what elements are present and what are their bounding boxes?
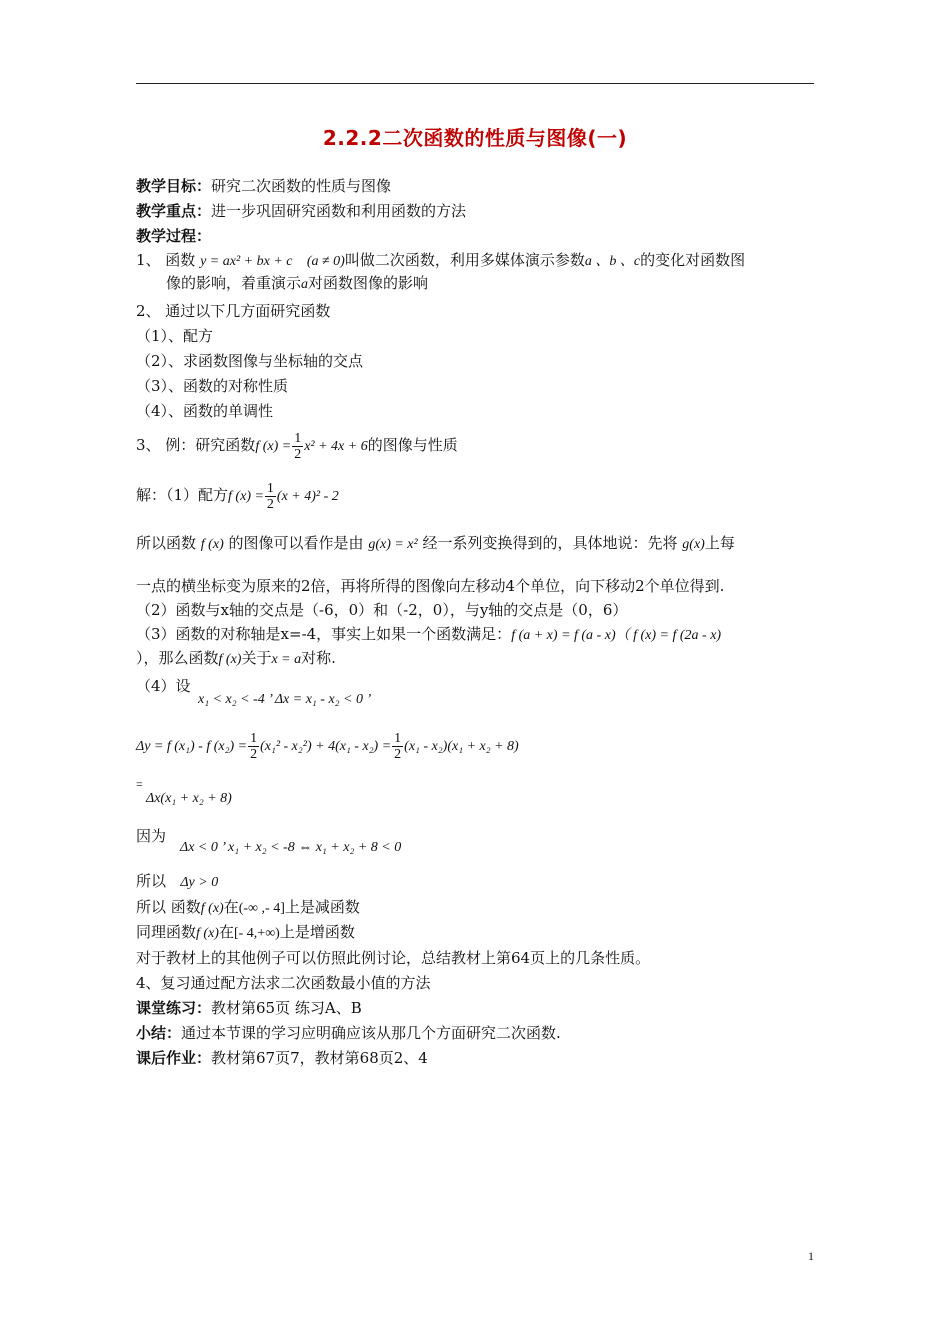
summary: 小结：通过本节课的学习应明确应该从那几个方面研究二次函数.	[136, 1024, 561, 1042]
paragraph-line1: 所以函数 f (x) 的图像可以看作是由 g(x) = x² 经一系列变换得到的，具体地说：先将 g(x)上每	[136, 534, 735, 552]
paragraph-line4: （3）函数的对称轴是x=-4，事实上如果一个函数满足：f (a + x) = f (a - x)（ f (x) = f (2a - x)	[136, 625, 722, 643]
page-number: 1	[808, 1249, 814, 1263]
teaching-goal: 教学目标：研究二次函数的性质与图像	[136, 177, 392, 195]
paragraph-line5: ），那么函数f (x)关于x = a对称.	[136, 649, 336, 667]
subitem-3: （3）、函数的对称性质	[136, 377, 289, 395]
homework: 课后作业：教材第67页7，教材第68页2、4	[136, 1049, 428, 1067]
header-rule	[136, 83, 814, 84]
teaching-process: 教学过程：	[136, 227, 212, 245]
so-line: 所以 Δy > 0	[136, 872, 219, 890]
subitem-2: （2）、求函数图像与坐标轴的交点	[136, 352, 364, 370]
delta-y-result: Δx(x₁ + x₂ + 8)	[146, 791, 232, 806]
example-line: 3、 例：研究函数f (x) = $\frac{1}{2}$ x² + 4x + 6的图像与性质	[136, 430, 458, 462]
fraction: $\frac{1}{2}$	[266, 480, 274, 512]
subitem-4: （4）、函数的单调性	[136, 402, 274, 420]
because-label: 因为	[136, 827, 167, 845]
fraction: $\frac{1}{2}$	[250, 730, 258, 762]
increasing-line: 同理函数f (x)在[- 4,+∞)上是增函数	[136, 923, 355, 941]
teaching-focus: 教学重点：进一步巩固研究函数和利用函数的方法	[136, 202, 467, 220]
monotonic-setup-label: （4）设	[136, 677, 191, 695]
item-1-line1: 1、 函数 y = ax² + bx + c (a ≠ 0)叫做二次函数，利用多媒体演示参数a 、b 、c的变化对函数图	[136, 251, 746, 269]
class-exercise: 课堂练习：教材第65页 练习A、B	[136, 999, 362, 1017]
solution-line: 解：（1）配方f (x) = $\frac{1}{2}$ (x + 4)² - 2	[136, 480, 339, 512]
note-line: 对于教材上的其他例子可以仿照此例讨论，总结教材上第64页上的几条性质。	[136, 949, 651, 967]
monotonic-setup-formula: x₁ < x₂ < -4 ’ Δx = x₁ - x₂ < 0 ’	[198, 692, 372, 707]
fraction: $\frac{1}{2}$	[294, 430, 302, 462]
item-4: 4、复习通过配方法求二次函数最小值的方法	[136, 974, 431, 992]
item-2: 2、 通过以下几方面研究函数	[136, 302, 331, 320]
fraction: $\frac{1}{2}$	[394, 730, 402, 762]
delta-y-formula: Δy = f (x₁) - f (x₂) = $\frac{1}{2}$ (x₁² - x₂²) + 4(x₁ - x₂) = $\frac{1}{2}$ (x₁ - x₂)(x₁ + x₂ + 8)	[136, 730, 519, 762]
subitem-1: （1）、配方	[136, 327, 214, 345]
item-1-line2: 像的影响，着重演示a对函数图像的影响	[166, 274, 429, 292]
page-title: 2.2.2二次函数的性质与图像(一)	[322, 126, 628, 150]
paragraph-line2: 一点的横坐标变为原来的2倍，再将所得的图像向左移动4个单位，向下移动2个单位得到.	[136, 577, 725, 595]
because-formula: Δx < 0 ’ x₁ + x₂ < -8 ⇔ x₁ + x₂ + 8 < 0	[180, 840, 402, 855]
equals-sign: =	[136, 777, 143, 791]
decreasing-line: 所以 函数f (x)在(-∞ ,- 4]上是减函数	[136, 898, 360, 916]
paragraph-line3: （2）函数与x轴的交点是（-6，0）和（-2，0），与y轴的交点是（0，6）	[136, 601, 628, 619]
